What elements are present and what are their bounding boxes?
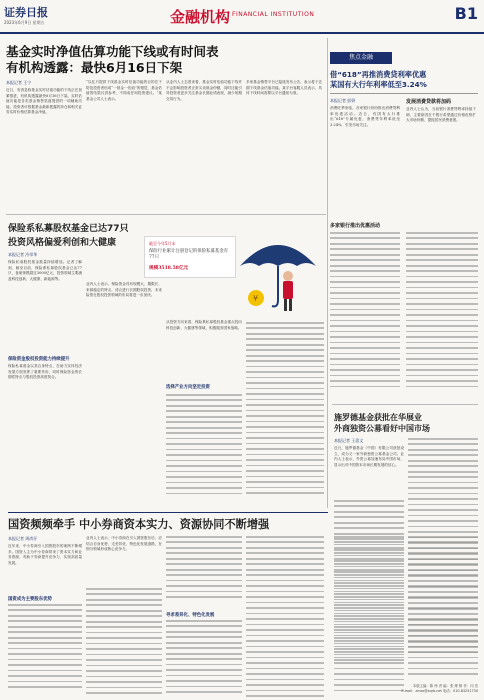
story2-col4-text: 从投资方向来看，保险系私募股权基金重点投向科技创新、大健康等领域，积极服务国家战略。 <box>166 320 242 330</box>
sidebar-col-1 <box>330 98 400 128</box>
sidebar-headline <box>330 70 480 90</box>
sidebar-byline: 本报记者 彭妍 <box>330 98 356 103</box>
story3-col-1b <box>8 604 82 692</box>
lead-headline-line2: 有机构透露：最快6月16日下架 <box>6 60 183 75</box>
text-lines <box>246 322 324 494</box>
text-lines <box>166 536 242 598</box>
story3-col-3b <box>166 620 242 697</box>
story2-col1-text: 保险私募股权基金数量持续增加。记者了解到，截至目前，保险系私募股权基金已达77只，备案规模超过3000亿元，投资领域主要涵盖科技创新、大健康、新能源等。 <box>8 260 82 281</box>
sidebar-article <box>330 98 480 218</box>
story3-subhead: 国资成为主要股东优势 <box>8 597 52 602</box>
text-lines <box>408 536 478 675</box>
story2-subhead: 保险资金股权投资能力持续提升 <box>8 357 70 362</box>
lead-col1-text: 近日，有消息称基金实时估值功能的下线正在加紧推进，有机构透露最快6月16日下架。实时估值功能是各类基金销售渠道提供的一项辅助功能，投资者可根据基金最新披露的持仓和相关证券实时价格估算基金净值。 <box>6 88 82 115</box>
story3-col-6 <box>408 536 478 679</box>
callout-text: 保险行业累计注册登记的保险私募基金有77只 <box>149 249 229 260</box>
data-callout <box>144 236 236 278</box>
sidebar-tag: 焦点金融 <box>330 52 392 64</box>
story2-col2-text: 保险私募基金以其自身特点，在助力实体经济发展方面发挥了重要作用，同时保险资金的长期性特点与股权投资高度契合。 <box>8 364 82 380</box>
sidebar-subhead: 多家银行推出优惠活动 <box>330 223 381 229</box>
callout-tag: 截至今年5月末 <box>149 241 176 246</box>
footer-editors: 本版主编：陈 炜 责 编：张 博 制 作：闫 亮 <box>412 684 478 688</box>
story3-col1-text: 近年来，中小券商引入国资股东的案例不断增多。国资入主为中小券商带来了资本实力和业务资源，有助于券商提升竞争力，实现高质量发展。 <box>8 544 82 565</box>
story3-subhead-2: 寻求差异化、特色化发展 <box>166 613 215 618</box>
story2-col-3b <box>166 394 242 498</box>
story2-col3-text: 业内人士表示，保险资金具有规模大、期限长、来源稳定的特点，适合进行长期股权投资，未来险资在股权投资领域的布局将进一步加快。 <box>86 282 162 298</box>
page-footer <box>360 684 478 694</box>
lead-col2-text: “以往只提供下线基金实时估值功能的目的在于防范投资者形成“一基金一估值”的错觉，基金估值的结果仅供参考，不构成任何投资建议。”某基金公司人士表示。 <box>86 80 162 101</box>
sidebar-col-filler-right <box>406 232 478 391</box>
newspaper-logo: 证券日报 <box>4 6 48 19</box>
sidebar-headline-line1: 借“618”再推消费贷利率优惠 <box>330 70 427 79</box>
text-lines <box>86 588 162 694</box>
story2-headline-line1: 保险系私募股权基金已达77只 <box>8 224 129 234</box>
lead-col-3 <box>166 80 242 102</box>
callout-amount: 规模3518.58亿元 <box>149 266 189 271</box>
side2-byline: 本报记者 王思文 <box>334 438 364 443</box>
text-lines <box>166 620 242 693</box>
story3-col-2b <box>86 588 162 698</box>
story2-byline: 本报记者 冷翠华 <box>8 252 38 257</box>
umbrella-illustration <box>230 220 326 316</box>
story3-col-4 <box>246 536 324 700</box>
lead-headline-line1: 基金实时净值估算功能下线或有时间表 <box>6 44 219 59</box>
story-divider <box>6 214 326 215</box>
story2-col-2 <box>86 282 162 299</box>
sidebar-col-filler-left <box>330 232 400 391</box>
story3-col-2 <box>86 536 162 553</box>
issue-date: 2023年6月9日 星期五 <box>4 20 45 25</box>
text-lines <box>8 604 82 688</box>
lead-col4-text: 多家基金销售平台已陆续发布公告，表示将于近期下线基金估值功能。某平台客服人员表示，具体下线时间需要以平台通知为准。 <box>246 80 322 96</box>
side2-rule <box>332 404 478 405</box>
story2-headline <box>8 222 129 250</box>
story2-col-3 <box>166 320 242 331</box>
section-title: 金融机构 <box>170 8 231 26</box>
text-lines <box>406 232 478 387</box>
sidebar-headline-line2: 某国有大行年利率低至3.24% <box>330 80 427 89</box>
story2-col-4 <box>246 322 324 498</box>
lead-byline: 本报记者 王宁 <box>6 80 32 85</box>
story2-subhead-2: 选择产业方向坚定投资 <box>166 385 210 390</box>
side2-headline <box>334 412 480 434</box>
story3-rule <box>8 512 328 513</box>
text-lines <box>334 536 404 691</box>
side2-headline-line2: 外商独资公募看好中国市场 <box>334 424 430 433</box>
sidebar-subhead-2: 发展消费贷款将加码 <box>406 99 452 105</box>
lead-article <box>6 80 324 208</box>
story3-headline: 国资频频牵手 中小券商资本实力、资源协同不断增强 <box>8 518 270 531</box>
lead-headline <box>6 44 219 76</box>
story3-col2-text: 业内人士表示，中小券商在引入国资股东后，应结合自身优势，走差异化、特色化发展道路，在细分领域形成核心竞争力。 <box>86 536 162 552</box>
side2-headline-line1: 施罗德基金获批在华展业 <box>334 413 422 422</box>
sidebar-col-2 <box>406 98 476 124</box>
story2-col-1 <box>8 260 82 282</box>
svg-text:¥: ¥ <box>253 294 259 303</box>
masthead <box>0 0 484 38</box>
sidebar-col1-text: 消费旺季来临，各家银行纷纷推出消费贷利率优惠活动。近日，有国有大行推出“618”专属优惠，消费贷年利率低至3.24%，引发市场关注。 <box>330 106 400 127</box>
text-lines <box>166 394 242 494</box>
sidebar-rule <box>330 93 478 94</box>
story3-col-5 <box>334 536 404 695</box>
story3-col-3 <box>166 536 242 602</box>
story3-col-1 <box>8 536 82 566</box>
lead-col-4 <box>246 80 322 97</box>
side2-col-1 <box>334 438 404 468</box>
story3-byline: 本报记者 周尚仔 <box>8 536 38 541</box>
side2-text: 近日，施罗德基金（中国）有限公司获批设立，成为又一家外商独资公募基金公司。业内人士表示，外资公募加速布局中国市场，显示出对中国资本市场长期发展的信心。 <box>334 446 404 467</box>
sidebar-col2-text: 业内人士认为，当前银行消费贷利率持续下调，主要原因在于银行希望通过价格优势扩大市场份额，提振居民消费意愿。 <box>406 107 476 123</box>
lead-col-1 <box>6 80 82 116</box>
story2-headline-line2: 投资风格偏爱利创和大健康 <box>8 238 117 248</box>
story2-col-1b <box>8 364 82 381</box>
lead-col-2 <box>86 80 162 102</box>
lead-col3-text: 从业内人士态度来看，基金实时估值功能下线并不会影响投资者正常买卖基金份额，同时还能引导投资者更多关注基金长期业绩表现，减少短期交易行为。 <box>166 80 242 101</box>
text-lines <box>330 232 400 387</box>
page-number: B1 <box>454 4 478 23</box>
section-title-en: FINANCIAL INSTITUTION <box>232 11 315 18</box>
text-lines <box>246 536 324 697</box>
column-divider <box>327 38 328 508</box>
footer-contact: E-mail：zmzx@zqrb.net 电话：010-83251730 <box>401 689 478 693</box>
masthead-rule <box>0 32 484 34</box>
